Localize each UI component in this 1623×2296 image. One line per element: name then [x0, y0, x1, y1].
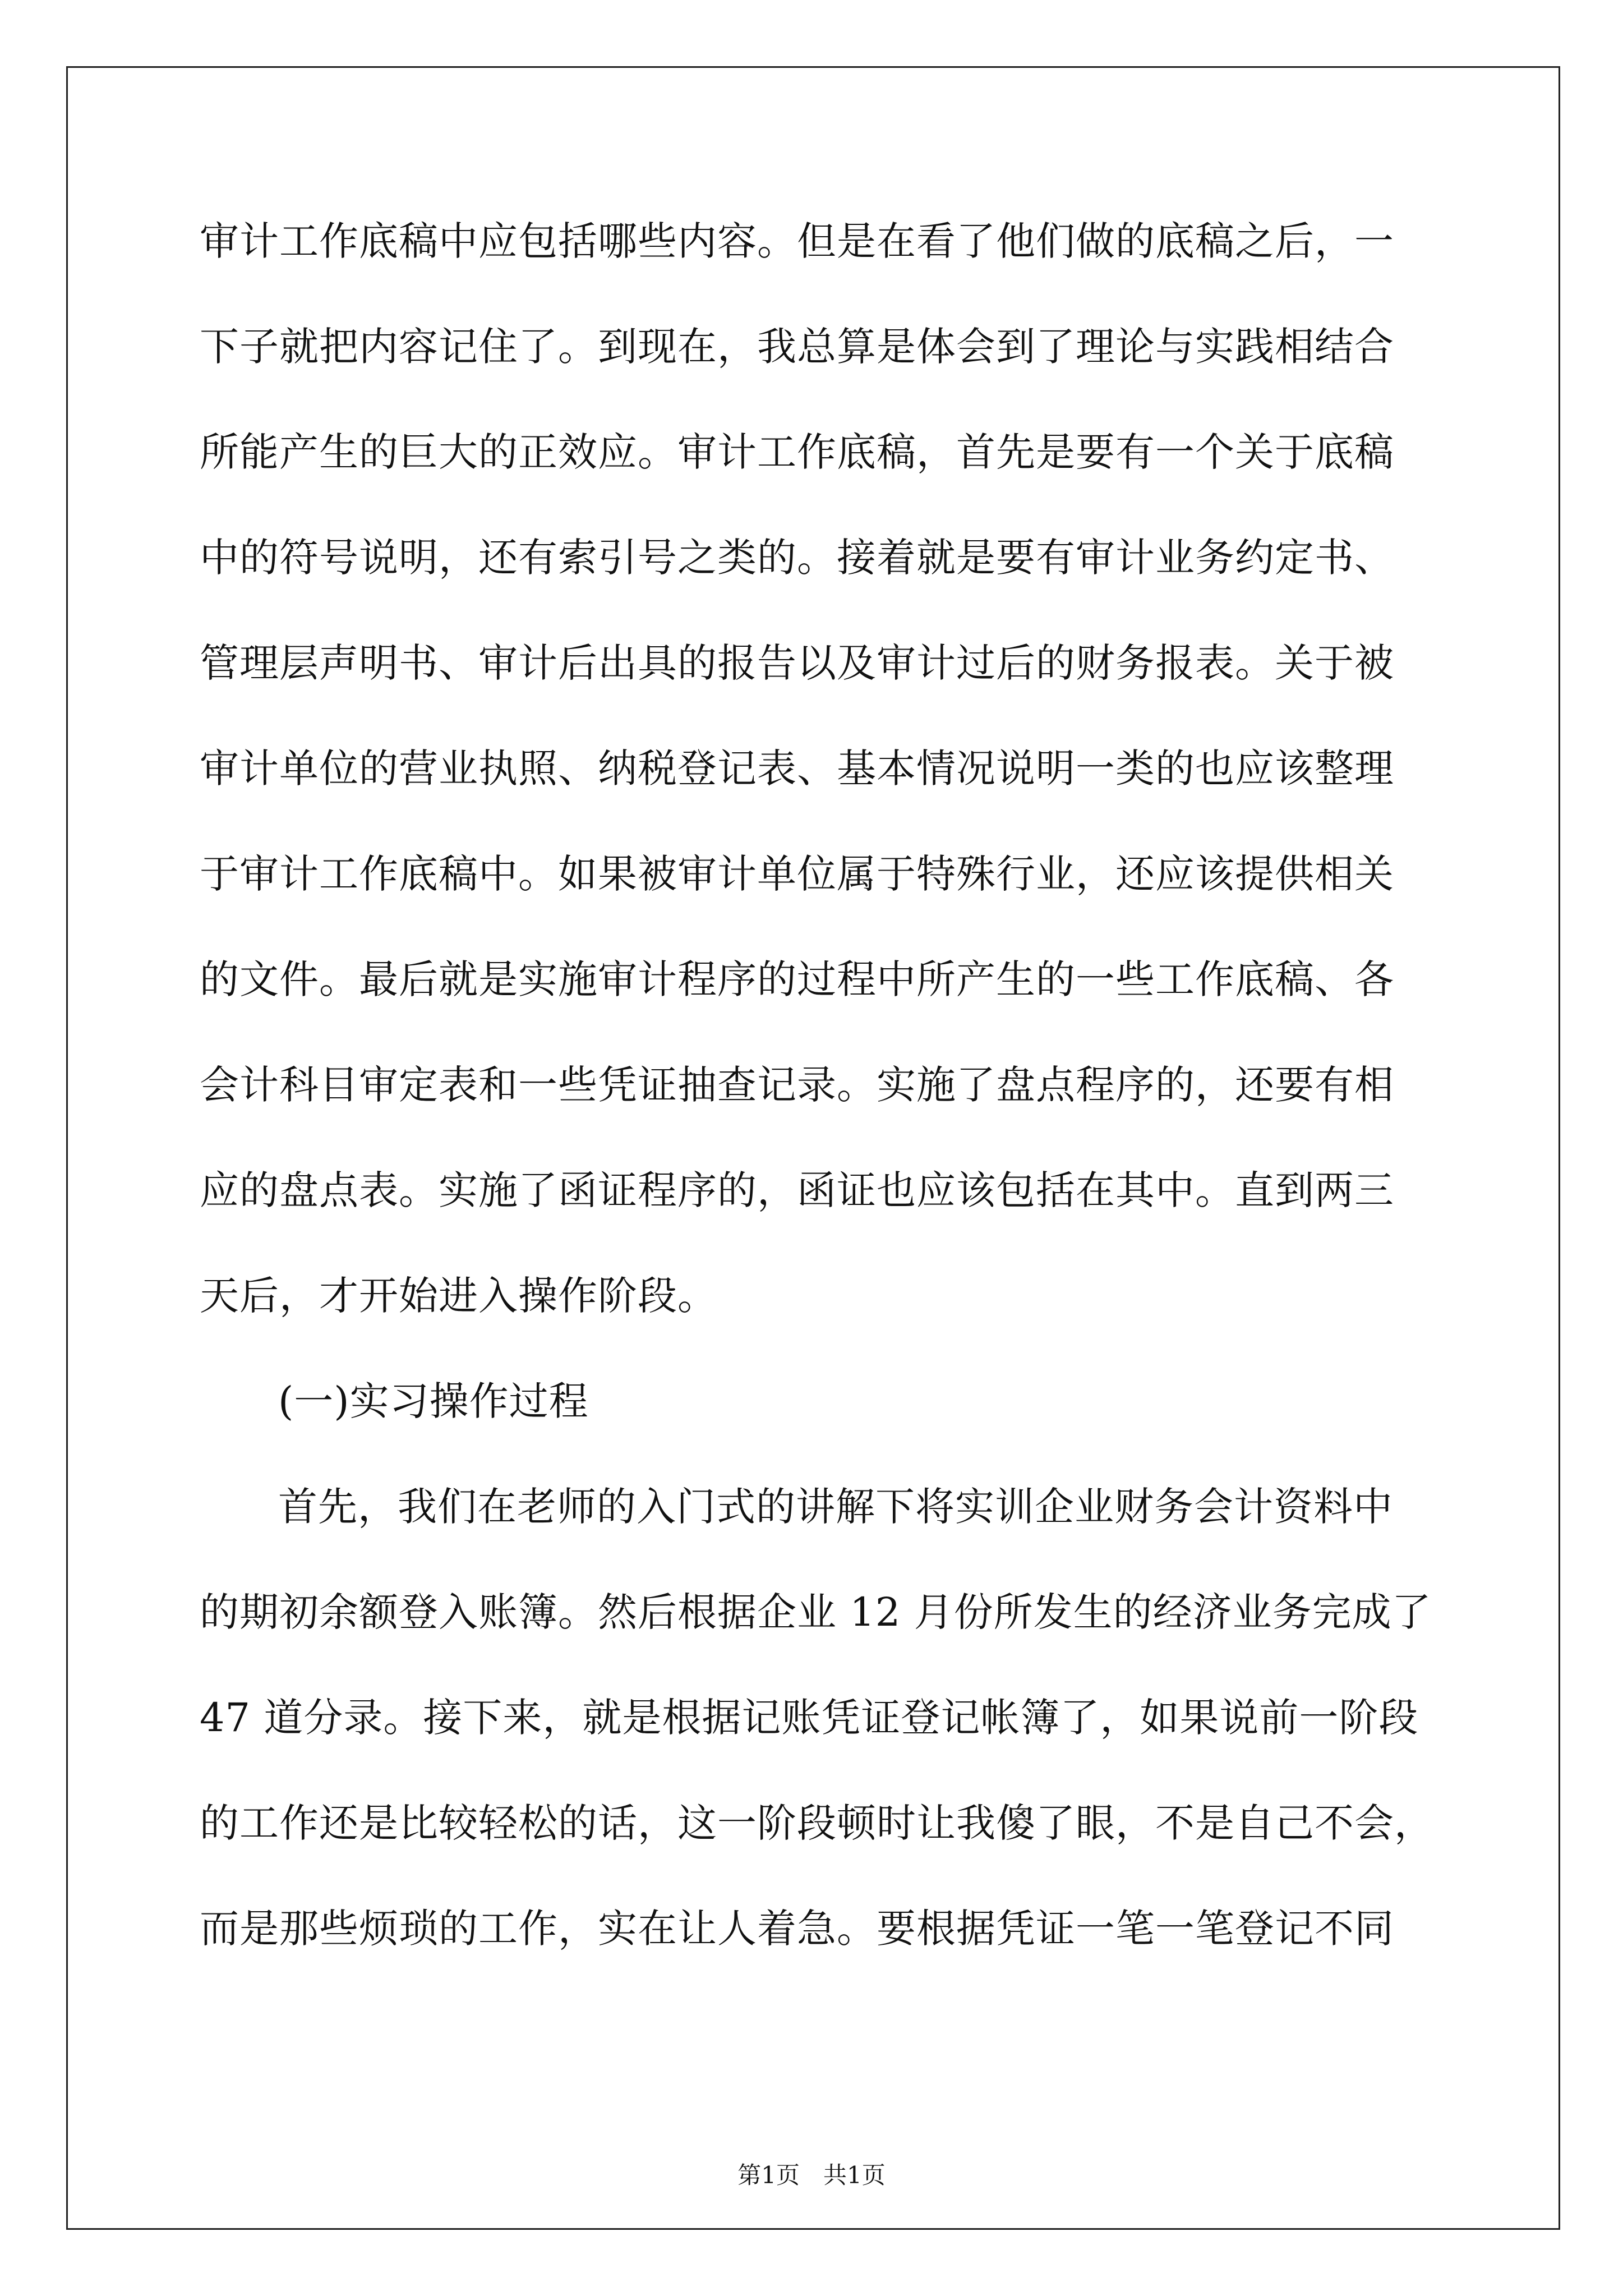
paragraph-line: 天后，才开始进入操作阶段。 — [200, 1273, 717, 1319]
paragraph-line: 于审计工作底稿中。如果被审计单位属于特殊行业，还应该提供相关 — [200, 851, 1394, 897]
paragraph-line: 审计工作底稿中应包括哪些内容。但是在看了他们做的底稿之后，一 — [200, 218, 1394, 264]
paragraph-line: 47 道分录。接下来，就是根据记账凭证登记帐簿了，如果说前一阶段 — [200, 1695, 1419, 1741]
document-body — [200, 213, 1433, 2006]
paragraph-line: 的期初余额登入账簿。然后根据企业 12 月份所发生的经济业务完成了 — [200, 1589, 1432, 1635]
paragraph-line: 管理层声明书、审计后出具的报告以及审计过后的财务报表。关于被 — [200, 640, 1394, 686]
paragraph-line: 审计单位的营业执照、纳税登记表、基本情况说明一类的也应该整理 — [200, 746, 1394, 792]
paragraph-line: 应的盘点表。实施了函证程序的，函证也应该包括在其中。直到两三 — [200, 1167, 1394, 1213]
paragraph-line: 下子就把内容记住了。到现在，我总算是体会到了理论与实践相结合 — [200, 324, 1394, 370]
section-heading: (一)实习操作过程 — [278, 1378, 589, 1424]
paragraph-line: 会计科目审定表和一些凭证抽查记录。实施了盘点程序的，还要有相 — [200, 1062, 1394, 1108]
page-footer: 第1页 共1页 — [737, 2161, 886, 2189]
paragraph-line: 而是那些烦琐的工作，实在让人着急。要根据凭证一笔一笔登记不同 — [200, 1906, 1394, 1952]
paragraph-line: 中的符号说明，还有索引号之类的。接着就是要有审计业务约定书、 — [200, 535, 1394, 581]
paragraph-line: 所能产生的巨大的正效应。审计工作底稿，首先是要有一个关于底稿 — [200, 429, 1394, 475]
paragraph-line: 首先，我们在老师的入门式的讲解下将实训企业财务会计资料中 — [278, 1484, 1393, 1530]
paragraph-line: 的工作还是比较轻松的话，这一阶段顿时让我傻了眼，不是自己不会， — [200, 1800, 1434, 1846]
paragraph-line: 的文件。最后就是实施审计程序的过程中所产生的一些工作底稿、各 — [200, 956, 1394, 1002]
